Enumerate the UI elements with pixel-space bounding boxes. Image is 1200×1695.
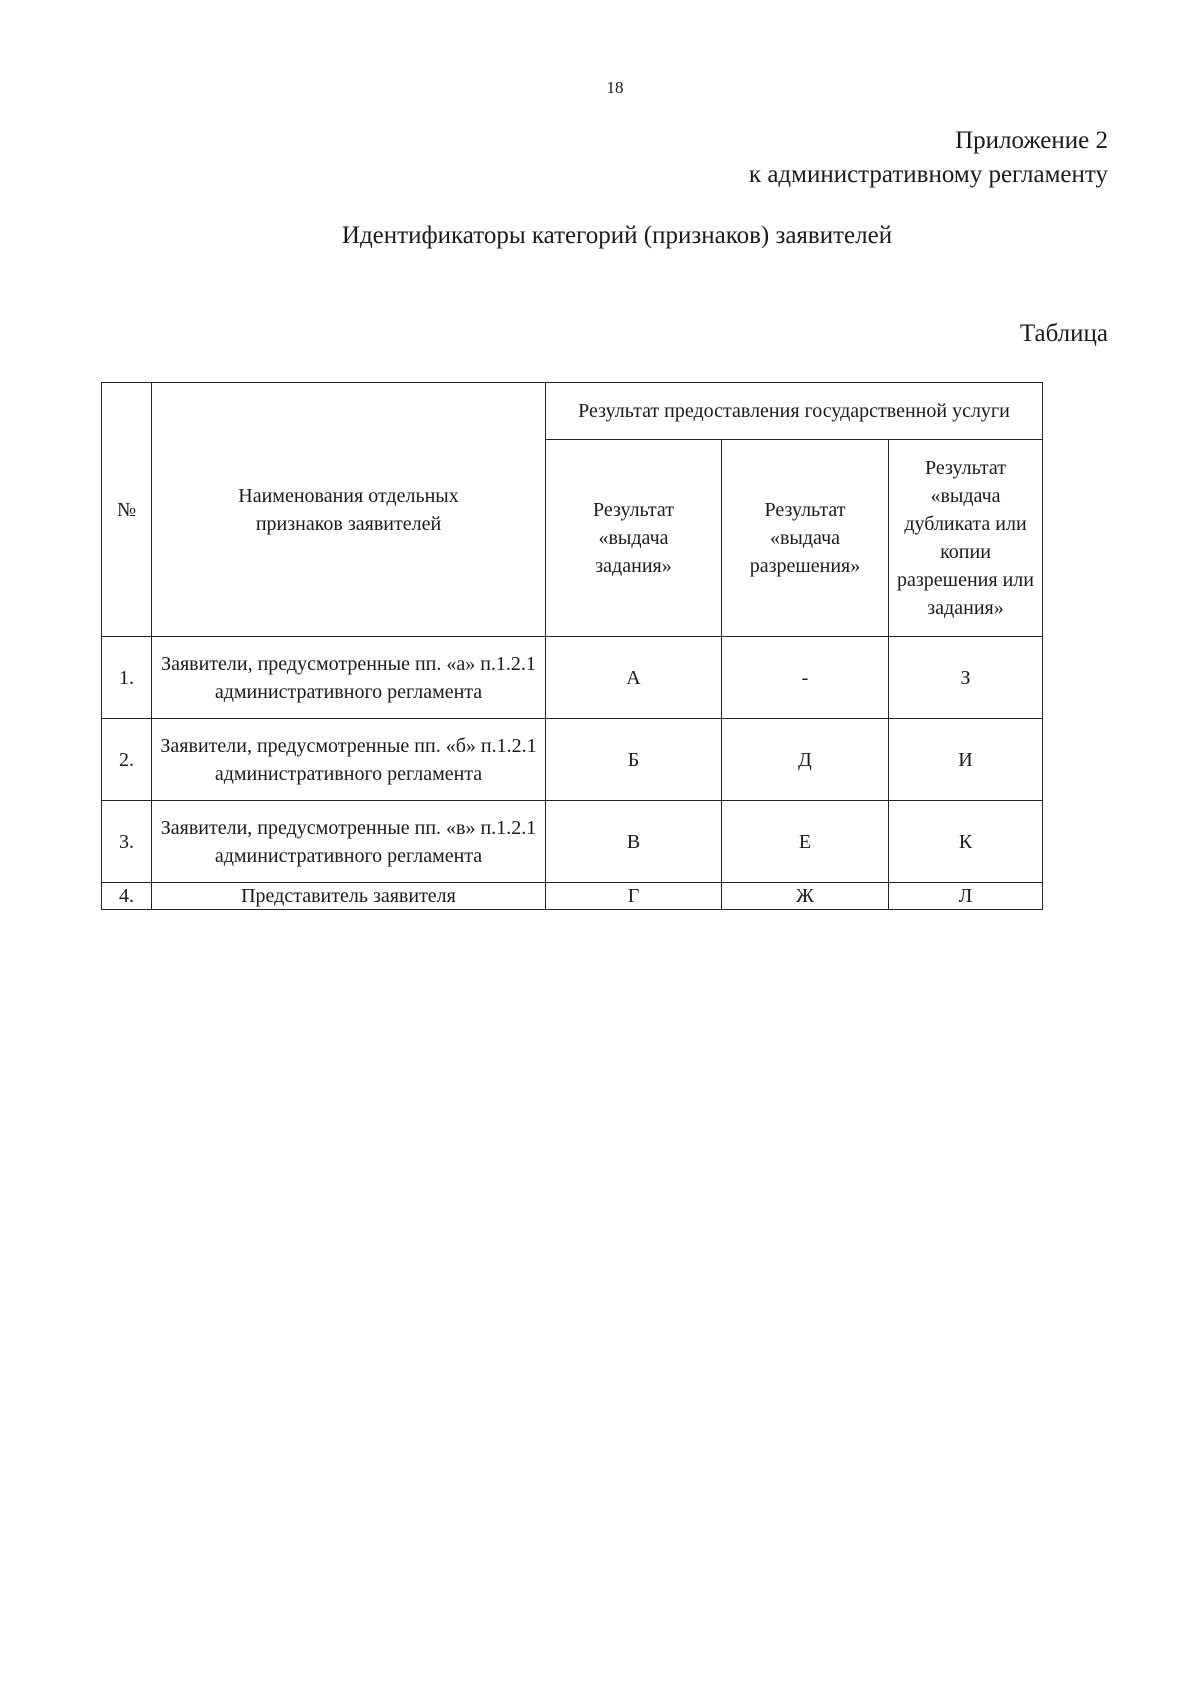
row-number: 2. (102, 719, 152, 801)
header-result-group: Результат предоставления государственной услуги (546, 383, 1043, 440)
row-result-task: А (546, 637, 722, 719)
applicant-categories-table (101, 382, 1043, 910)
row-result-duplicate: З (889, 637, 1043, 719)
row-result-permit: Д (722, 719, 889, 801)
page-number: 18 (606, 78, 624, 97)
header-result-task: Результат «выдача задания» (546, 440, 722, 637)
table-header-row (102, 383, 1043, 440)
appendix-line-2: к административному регламенту (748, 161, 1108, 188)
row-number: 3. (102, 801, 152, 883)
row-name: Заявители, предусмотренные пп. «а» п.1.2.1 административного регламента (152, 637, 546, 719)
header-result-permit: Результат «выдача разрешения» (722, 440, 889, 637)
row-result-task: В (546, 801, 722, 883)
row-result-permit: Е (722, 801, 889, 883)
table-row (102, 719, 1043, 801)
table-row (102, 801, 1043, 883)
row-number: 4. (102, 883, 152, 910)
row-result-task: Б (546, 719, 722, 801)
row-result-duplicate: Л (889, 883, 1043, 910)
row-result-duplicate: И (889, 719, 1043, 801)
table-row (102, 883, 1043, 910)
document-title: Идентификаторы категорий (признаков) заявителей (341, 222, 893, 249)
row-result-task: Г (546, 883, 722, 910)
table-row (102, 637, 1043, 719)
header-result-duplicate: Результат «выдача дубликата или копии разрешения или задания» (889, 440, 1043, 637)
row-result-permit: Ж (722, 883, 889, 910)
row-result-duplicate: К (889, 801, 1043, 883)
row-name: Заявители, предусмотренные пп. «б» п.1.2.1 административного регламента (152, 719, 546, 801)
appendix-reference (749, 124, 1108, 192)
header-name: Наименования отдельных признаков заявителей (152, 383, 546, 637)
header-number: № (102, 383, 152, 637)
row-number: 1. (102, 637, 152, 719)
row-name: Представитель заявителя (152, 883, 546, 910)
row-name: Заявители, предусмотренные пп. «в» п.1.2.1 административного регламента (152, 801, 546, 883)
table-caption: Таблица (1019, 320, 1108, 347)
appendix-line-1: Приложение 2 (955, 127, 1108, 154)
row-result-permit: - (722, 637, 889, 719)
